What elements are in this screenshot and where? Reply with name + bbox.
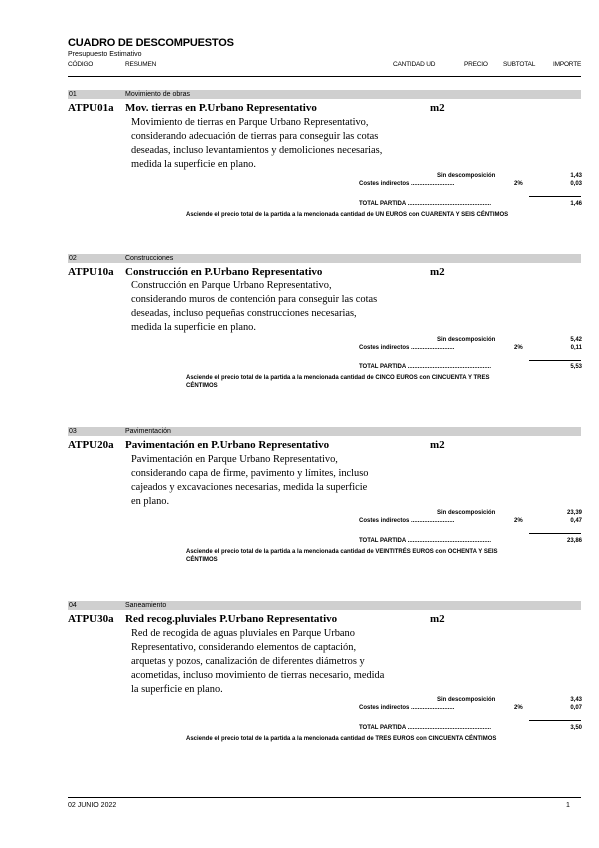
chapter-number: 01 bbox=[69, 91, 77, 98]
total-rule bbox=[529, 196, 581, 197]
description-line: cajeados y excavaciones necesarias, medida la superficie bbox=[131, 482, 368, 493]
description-line: considerando adecuación de tierras para conseguir las cotas bbox=[131, 131, 379, 142]
description-line: Pavimentación en Parque Urbano Representativo, bbox=[131, 454, 338, 465]
costes-indirectos-percent: 2% bbox=[514, 518, 523, 524]
asciende-line: Asciende el precio total de la partida a la mencionada cantidad de CINCO EUROS con CINCUENTA Y TRES bbox=[186, 375, 490, 381]
chapter-number: 02 bbox=[69, 255, 77, 262]
chapter-number: 04 bbox=[69, 602, 77, 609]
item-code: ATPU20a bbox=[68, 439, 114, 451]
chapter-name: Movimiento de obras bbox=[125, 91, 190, 98]
column-header-cantidad-ud: CANTIDAD UD bbox=[393, 61, 436, 68]
sin-descomposicion-label: Sin descomposición bbox=[437, 173, 496, 179]
footer-rule bbox=[68, 797, 581, 798]
item-code: ATPU01a bbox=[68, 102, 114, 114]
column-header-resumen: RESUMEN bbox=[125, 61, 157, 68]
column-header-precio: PRECIO bbox=[464, 61, 488, 68]
sin-descomposicion-value: 1,43 bbox=[570, 173, 582, 179]
description-line: Red de recogida de aguas pluviales en Parque Urbano bbox=[131, 628, 355, 639]
sin-descomposicion-label: Sin descomposición bbox=[437, 697, 496, 703]
item-unit: m2 bbox=[430, 266, 445, 278]
document-title: CUADRO DE DESCOMPUESTOS bbox=[68, 37, 234, 49]
costes-indirectos-label: Costes indirectos .......................... bbox=[359, 345, 455, 351]
description-line: acometidas, incluso movimiento de tierras necesario, medida bbox=[131, 670, 385, 681]
item-code: ATPU10a bbox=[68, 266, 114, 278]
asciende-text bbox=[186, 548, 561, 564]
item-unit: m2 bbox=[430, 102, 445, 114]
item-title: Construcción en P.Urbano Representativo bbox=[125, 266, 323, 278]
total-partida-value: 1,46 bbox=[570, 201, 582, 207]
chapter-name: Construcciones bbox=[125, 255, 174, 262]
total-partida-value: 5,53 bbox=[570, 364, 582, 370]
description-line: Construcción en Parque Urbano Representativo, bbox=[131, 280, 332, 291]
description-line: considerando muros de contención para conseguir las cotas bbox=[131, 294, 378, 305]
column-header-importe: IMPORTE bbox=[553, 61, 582, 68]
description-line: deseadas, incluso pequeñas construcciones necesarias, bbox=[131, 308, 357, 319]
item-code: ATPU30a bbox=[68, 613, 114, 625]
costes-indirectos-percent: 2% bbox=[514, 705, 523, 711]
item-description bbox=[131, 453, 431, 509]
total-partida-label: TOTAL PARTIDA .................................................. bbox=[359, 201, 492, 207]
item-unit: m2 bbox=[430, 439, 445, 451]
chapter-name: Saneamiento bbox=[125, 602, 167, 609]
total-rule bbox=[529, 360, 581, 361]
header-rule bbox=[68, 76, 581, 77]
item-description bbox=[131, 627, 431, 697]
total-rule bbox=[529, 720, 581, 721]
item-description bbox=[131, 279, 431, 335]
total-partida-label: TOTAL PARTIDA .................................................. bbox=[359, 538, 492, 544]
description-line: deseadas, incluso levantamientos y demoliciones necesarias, bbox=[131, 145, 383, 156]
page-number: 1 bbox=[566, 802, 570, 809]
sin-descomposicion-value: 3,43 bbox=[570, 697, 582, 703]
asciende-line: CÉNTIMOS bbox=[186, 383, 218, 389]
description-line: en plano. bbox=[131, 496, 170, 507]
description-line: la superficie en plano. bbox=[131, 684, 223, 695]
sin-descomposicion-value: 23,39 bbox=[566, 510, 582, 516]
costes-indirectos-value: 0,47 bbox=[570, 518, 582, 524]
description-line: Representativo, considerando elementos de captación, bbox=[131, 642, 357, 653]
column-header-codigo: CÓDIGO bbox=[68, 61, 94, 68]
asciende-text bbox=[186, 735, 561, 743]
total-partida-label: TOTAL PARTIDA .................................................. bbox=[359, 364, 492, 370]
item-description bbox=[131, 116, 431, 172]
item-title: Pavimentación en P.Urbano Representativo bbox=[125, 439, 330, 451]
costes-indirectos-value: 0,07 bbox=[570, 705, 582, 711]
total-partida-value: 23,86 bbox=[566, 538, 582, 544]
description-line: medida la superficie en plano. bbox=[131, 159, 256, 170]
sin-descomposicion-label: Sin descomposición bbox=[437, 510, 496, 516]
asciende-line: Asciende el precio total de la partida a la mencionada cantidad de UN EUROS con CUARENTA Y SEIS CÉNTIMOS bbox=[186, 212, 509, 218]
item-title: Red recog.pluviales P.Urbano Representativo bbox=[125, 613, 338, 625]
item-title: Mov. tierras en P.Urbano Representativo bbox=[125, 102, 317, 114]
total-partida-value: 3,50 bbox=[570, 725, 582, 731]
asciende-line: Asciende el precio total de la partida a la mencionada cantidad de VEINTITRÉS EUROS con OCHENTA Y SEIS bbox=[186, 549, 498, 555]
total-rule bbox=[529, 533, 581, 534]
asciende-line: Asciende el precio total de la partida a la mencionada cantidad de TRES EUROS con CINCUENTA CÉNTIMOS bbox=[186, 736, 497, 742]
chapter-name: Pavimentación bbox=[125, 428, 171, 435]
costes-indirectos-percent: 2% bbox=[514, 181, 523, 187]
asciende-text bbox=[186, 211, 561, 219]
footer-date: 02 JUNIO 2022 bbox=[68, 802, 117, 809]
costes-indirectos-percent: 2% bbox=[514, 345, 523, 351]
sin-descomposicion-value: 5,42 bbox=[570, 337, 582, 343]
costes-indirectos-value: 0,03 bbox=[570, 181, 582, 187]
costes-indirectos-label: Costes indirectos .......................... bbox=[359, 518, 455, 524]
asciende-text bbox=[186, 374, 561, 390]
item-unit: m2 bbox=[430, 613, 445, 625]
costes-indirectos-label: Costes indirectos .......................... bbox=[359, 705, 455, 711]
costes-indirectos-label: Costes indirectos .......................... bbox=[359, 181, 455, 187]
chapter-number: 03 bbox=[69, 428, 77, 435]
asciende-line: CÉNTIMOS bbox=[186, 557, 218, 563]
description-line: medida la superficie en plano. bbox=[131, 322, 256, 333]
description-line: arquetas y pozos, canalización de diferentes diámetros y bbox=[131, 656, 365, 667]
total-partida-label: TOTAL PARTIDA .................................................. bbox=[359, 725, 492, 731]
description-line: Movimiento de tierras en Parque Urbano Representativo, bbox=[131, 117, 369, 128]
description-line: considerando capa de firme, pavimento y límites, incluso bbox=[131, 468, 369, 479]
column-header-subtotal: SUBTOTAL bbox=[503, 61, 536, 68]
costes-indirectos-value: 0,11 bbox=[570, 345, 582, 351]
sin-descomposicion-label: Sin descomposición bbox=[437, 337, 496, 343]
document-subtitle: Presupuesto Estimativo bbox=[68, 51, 142, 58]
